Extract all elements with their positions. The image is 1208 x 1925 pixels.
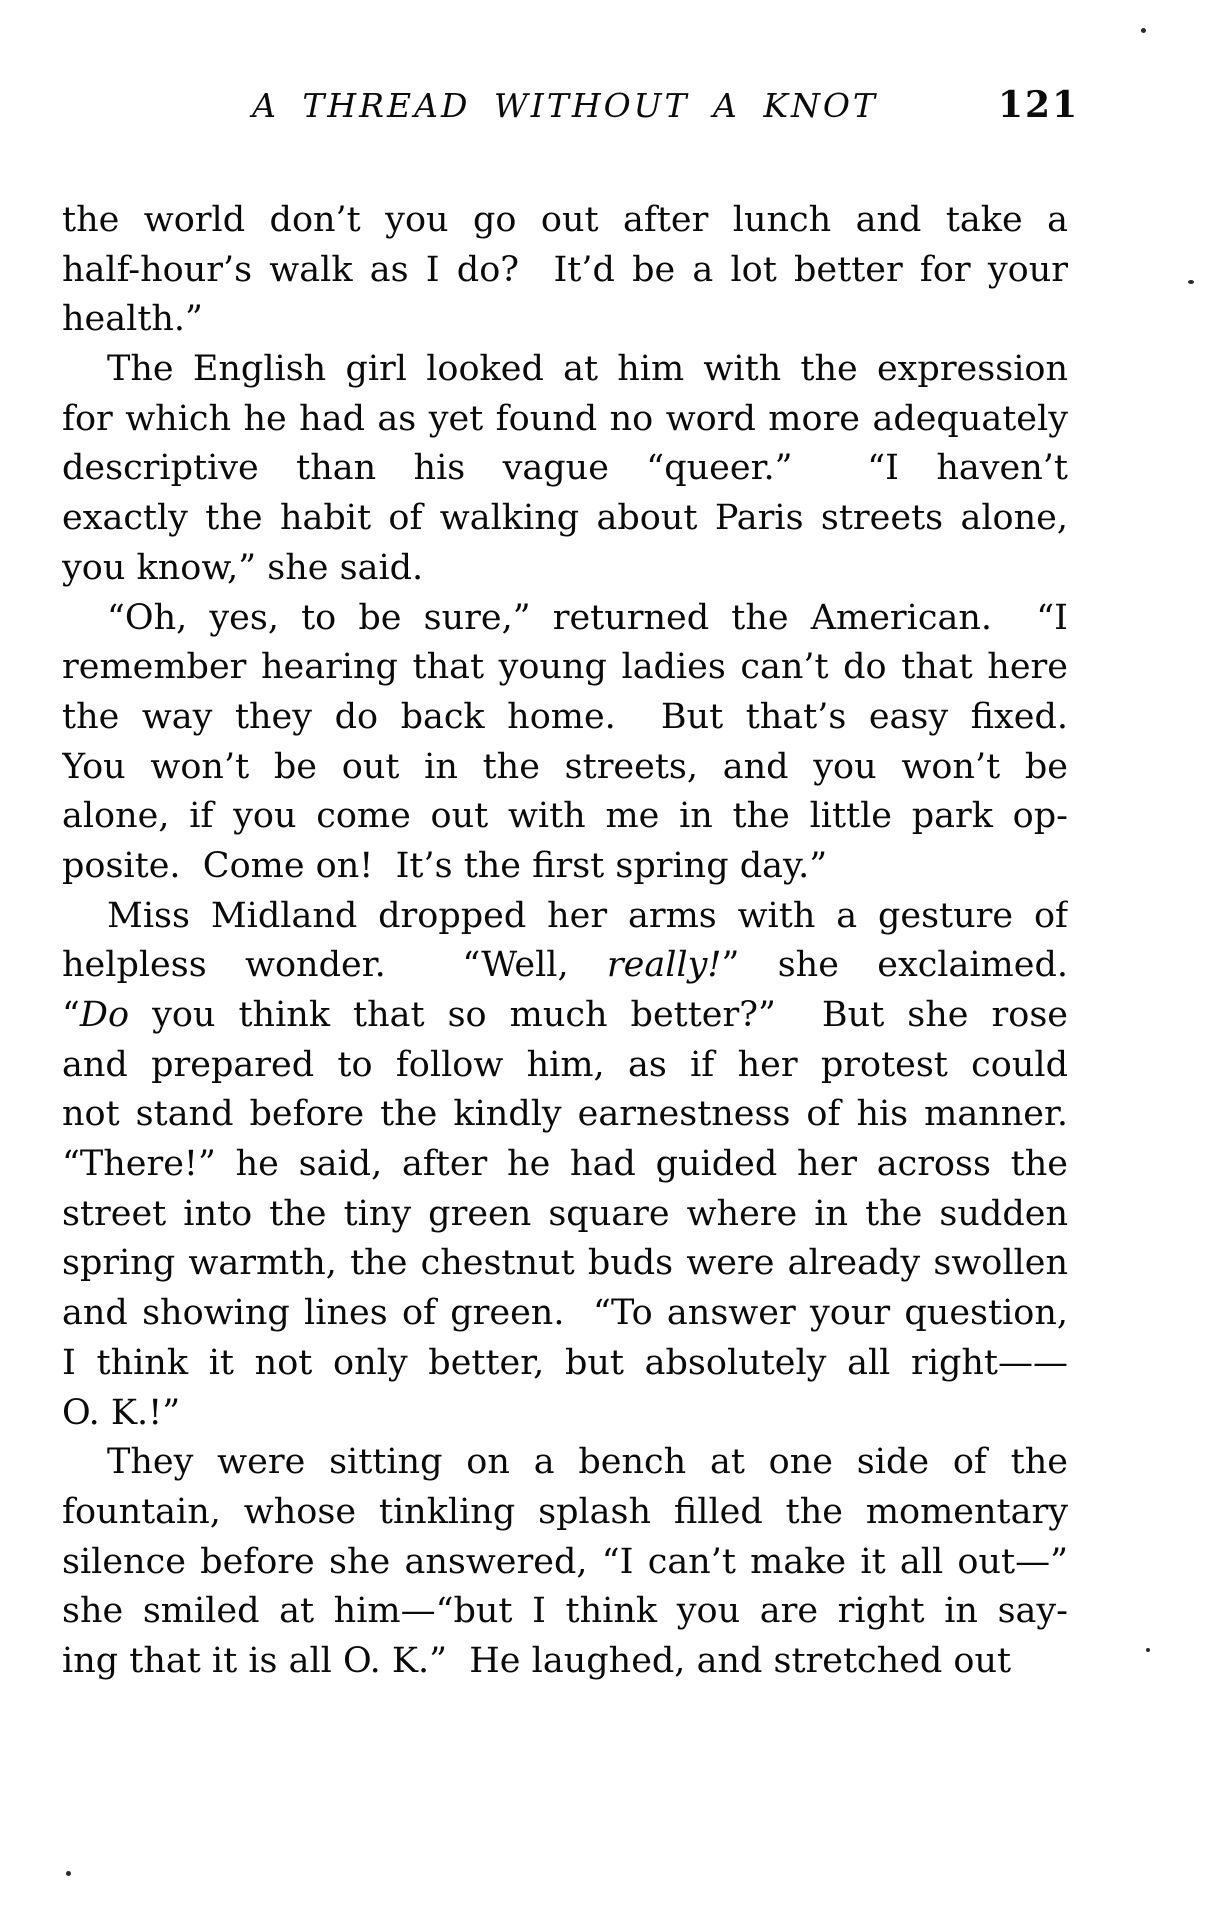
text-line: the world don’t you go out after lunch and take a (62, 200, 1068, 240)
text-line: “Oh, yes, to be sure,” returned the American. “I (107, 597, 1068, 638)
text-line: half-hour’s walk as I do? It’d be a lot better for your (62, 249, 1068, 290)
text-line: They were sitting on a bench at one side of the (107, 1442, 1068, 1483)
text-line: remember hearing that young ladies can’t do that here (62, 647, 1068, 688)
text-line: helpless wonder. “Well, really!” she exclaimed. (62, 945, 1068, 986)
text-line: and prepared to follow him, as if her protest could (62, 1044, 1068, 1085)
text-line: for which he had as yet found no word more adequately (62, 398, 1068, 439)
scan-speck (66, 1871, 71, 1876)
text-line: O. K.!” (62, 1392, 181, 1433)
text-line: I think it not only better, but absolutely all right—— (62, 1342, 1068, 1383)
text-line: You won’t be out in the streets, and you won’t be (62, 746, 1068, 787)
page-text-block (62, 196, 1068, 1687)
text-line: health.” (62, 299, 203, 340)
text-line: “There!” he said, after he had guided her across the (62, 1144, 1068, 1185)
text-line: the way they do back home. But that’s easy fixed. (62, 696, 1068, 737)
page-number: 121 (998, 84, 1080, 126)
text-line: street into the tiny green square where in the sudden (62, 1193, 1068, 1234)
text-line: silence before she answered, “I can’t make it all out—” (62, 1541, 1068, 1582)
text-line: ing that it is all O. K.” He laughed, and stretched out (62, 1640, 1012, 1681)
text-line: The English girl looked at him with the expression (107, 349, 1068, 390)
text-line: fountain, whose tinkling splash filled the momentary (62, 1491, 1068, 1532)
scan-speck (1188, 280, 1194, 284)
text-line: alone, if you come out with me in the little park op- (62, 796, 1068, 837)
text-line: descriptive than his vague “queer.” “I haven’t (62, 448, 1068, 489)
text-line: and showing lines of green. “To answer your question, (62, 1293, 1068, 1334)
text-line: she smiled at him—“but I think you are right in say- (62, 1591, 1068, 1632)
text-line: “Do you think that so much better?” But she rose (62, 995, 1068, 1035)
scan-speck (1146, 1648, 1150, 1652)
text-line: Miss Midland dropped her arms with a gesture of (107, 895, 1068, 936)
text-line: not stand before the kindly earnestness of his manner. (62, 1094, 1068, 1135)
running-head-title: A THREAD WITHOUT A KNOT (252, 86, 878, 125)
text-line: you know,” she said. (62, 547, 424, 588)
text-line: exactly the habit of walking about Paris streets alone, (62, 498, 1068, 539)
text-line: spring warmth, the chestnut buds were already swollen (62, 1243, 1068, 1284)
text-line: posite. Come on! It’s the first spring day.” (62, 845, 828, 886)
scan-speck (1141, 28, 1146, 33)
